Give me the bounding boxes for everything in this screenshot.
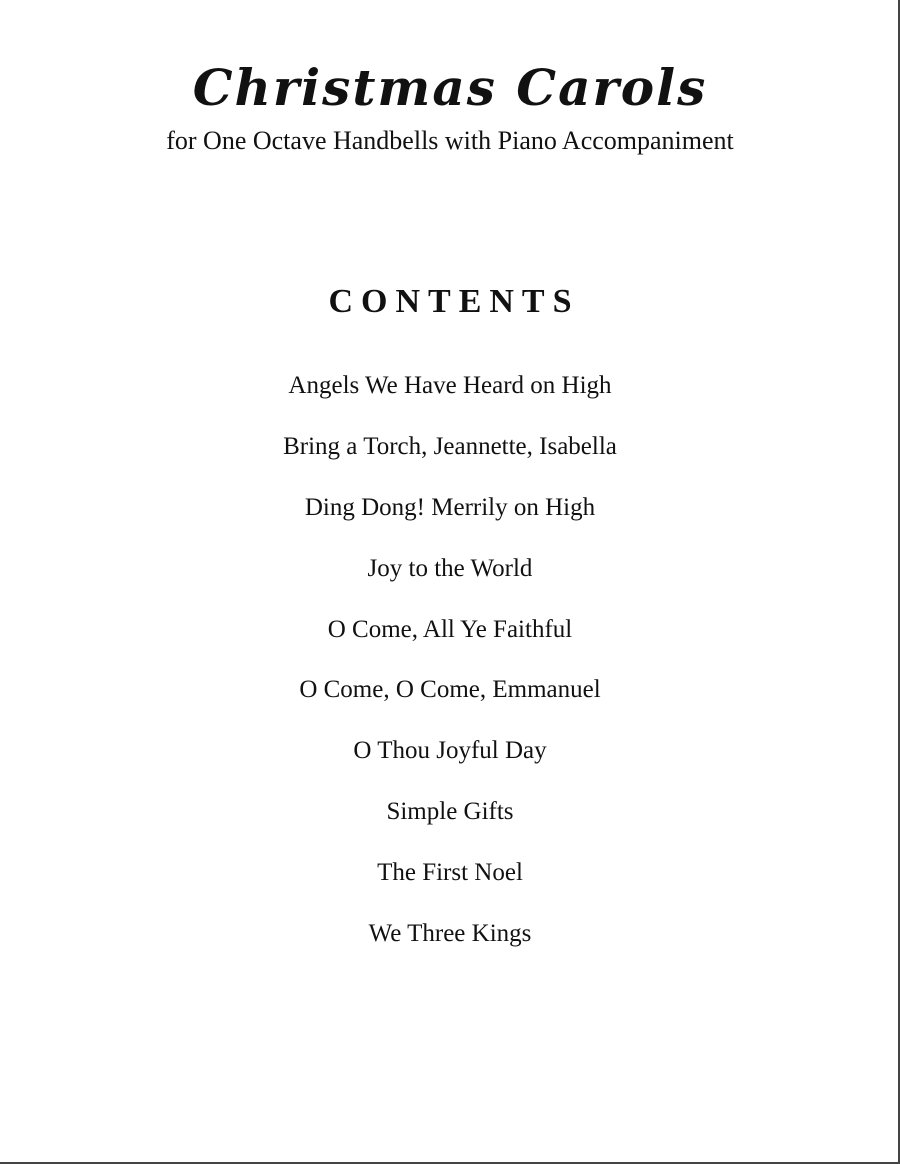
contents-item: O Thou Joyful Day [353, 737, 547, 765]
contents-item: O Come, All Ye Faithful [327, 615, 573, 643]
contents-list [0, 368, 900, 977]
document-subtitle: for One Octave Handbells with Piano Accompaniment [166, 126, 734, 155]
contents-item: Bring a Torch, Jeannette, Isabella [283, 432, 617, 460]
contents-item: Ding Dong! Merrily on High [304, 493, 596, 521]
contents-item: Joy to the World [367, 554, 533, 582]
contents-item: Simple Gifts [386, 798, 514, 826]
document-title: Christmas Carols [192, 58, 708, 117]
contents-item: We Three Kings [368, 920, 532, 948]
contents-item: O Come, O Come, Emmanuel [299, 676, 601, 704]
contents-heading: CONTENTS [328, 283, 580, 320]
contents-item: The First Noel [377, 859, 523, 887]
contents-item: Angels We Have Heard on High [288, 372, 612, 399]
